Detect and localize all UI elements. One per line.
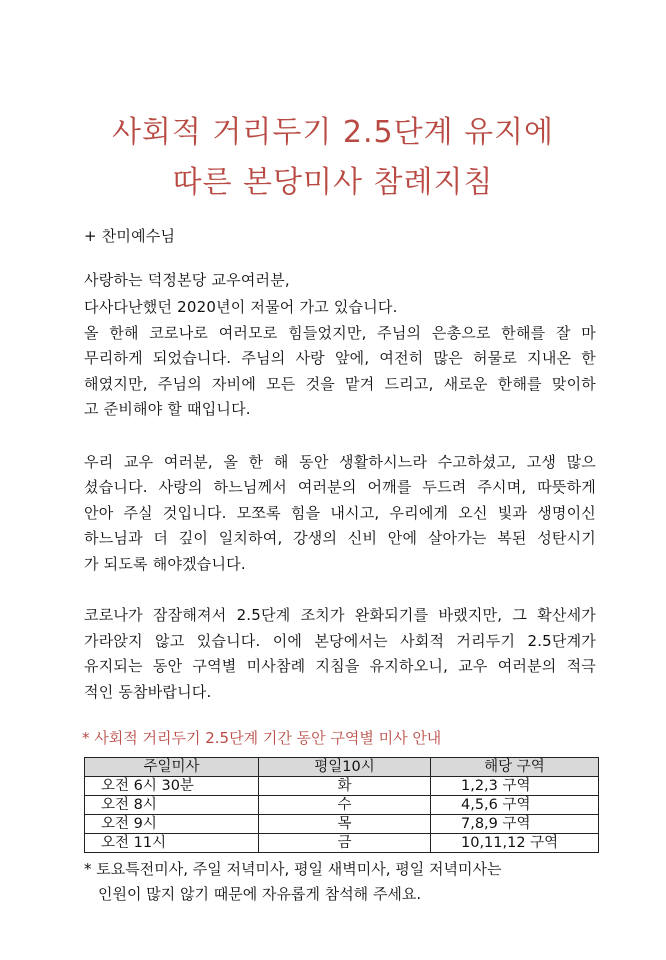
table-row [85,777,599,796]
table-row [85,834,599,853]
page-title-line-1: 사회적 거리두기 2.5단계 유지에 [111,115,555,150]
para2-line: 가 되도록 해야겠습니다. [84,555,246,573]
para3-line: 적인 동참바랍니다. [84,683,212,701]
para3-line: 유지되는 동안 구역별 미사참례 지침을 유지하오니, 교우 여러분의 적극 [84,657,596,675]
greeting: + 찬미예수님 [84,227,176,245]
cell-weekday: 목 [259,815,431,834]
para1-line: 사랑하는 덕정본당 교우여러분, [84,271,290,289]
para1-line: 올 한해 코로나로 여러모로 힘들었지만, 주님의 은총으로 한해를 잘 마 [84,324,596,342]
cell-weekday: 금 [259,834,431,853]
page-title-line-2: 따른 본당미사 참례지침 [172,165,494,200]
note-line-2: 인원이 많지 않기 때문에 자유롭게 참석해 주세요. [98,885,422,903]
note-line-1: * 토요특전미사, 주일 저녁미사, 평일 새벽미사, 평일 저녁미사는 [84,860,502,878]
cell-sunday-time: 오전 8시 [85,796,259,815]
header-sunday-mass: 주일미사 [85,758,259,777]
para2-line: 하느님과 더 깊이 일치하여, 강생의 신비 안에 살아가는 복된 성탄시기 [84,529,596,547]
para1-line: 고 준비해야 할 때입니다. [84,400,251,418]
header-district: 해당 구역 [431,758,599,777]
section-title: * 사회적 거리두기 2.5단계 기간 동안 구역별 미사 안내 [82,729,442,747]
para2-line: 안아 주실 것입니다. 모쪼록 힘을 내시고, 우리에게 오신 빛과 생명이신 [84,504,596,522]
cell-sunday-time: 오전 11시 [85,834,259,853]
cell-sunday-time: 오전 9시 [85,815,259,834]
para1-line: 다사다난했던 2020년이 저물어 가고 있습니다. [84,298,398,316]
table-header-row [85,758,599,777]
cell-district: 4,5,6 구역 [431,796,599,815]
header-weekday-10: 평일10시 [259,758,431,777]
cell-district: 10,11,12 구역 [431,834,599,853]
para2-line: 우리 교우 여러분, 올 한 해 동안 생활하시느라 수고하셨고, 고생 많으 [84,453,596,471]
para1-line: 무리하게 되었습니다. 주님의 사랑 앞에, 여전히 많은 허물로 지내온 한 [84,349,596,367]
para2-line: 셨습니다. 사랑의 하느님께서 여러분의 어깨를 두드려 주시며, 따뜻하게 [84,478,596,496]
para3-line: 가라앉지 않고 있습니다. 이에 본당에서는 사회적 거리두기 2.5단계가 [84,632,596,650]
table-row [85,796,599,815]
cell-weekday: 수 [259,796,431,815]
mass-schedule-table [84,757,599,853]
para1-line: 해였지만, 주님의 자비에 모든 것을 맡겨 드리고, 새로운 한해를 맞이하 [84,375,596,393]
cell-weekday: 화 [259,777,431,796]
table-row [85,815,599,834]
cell-sunday-time: 오전 6시 30분 [85,777,259,796]
cell-district: 7,8,9 구역 [431,815,599,834]
cell-district: 1,2,3 구역 [431,777,599,796]
para3-line: 코로나가 잠잠해져서 2.5단계 조치가 완화되기를 바랬지만, 그 확산세가 [84,606,596,624]
